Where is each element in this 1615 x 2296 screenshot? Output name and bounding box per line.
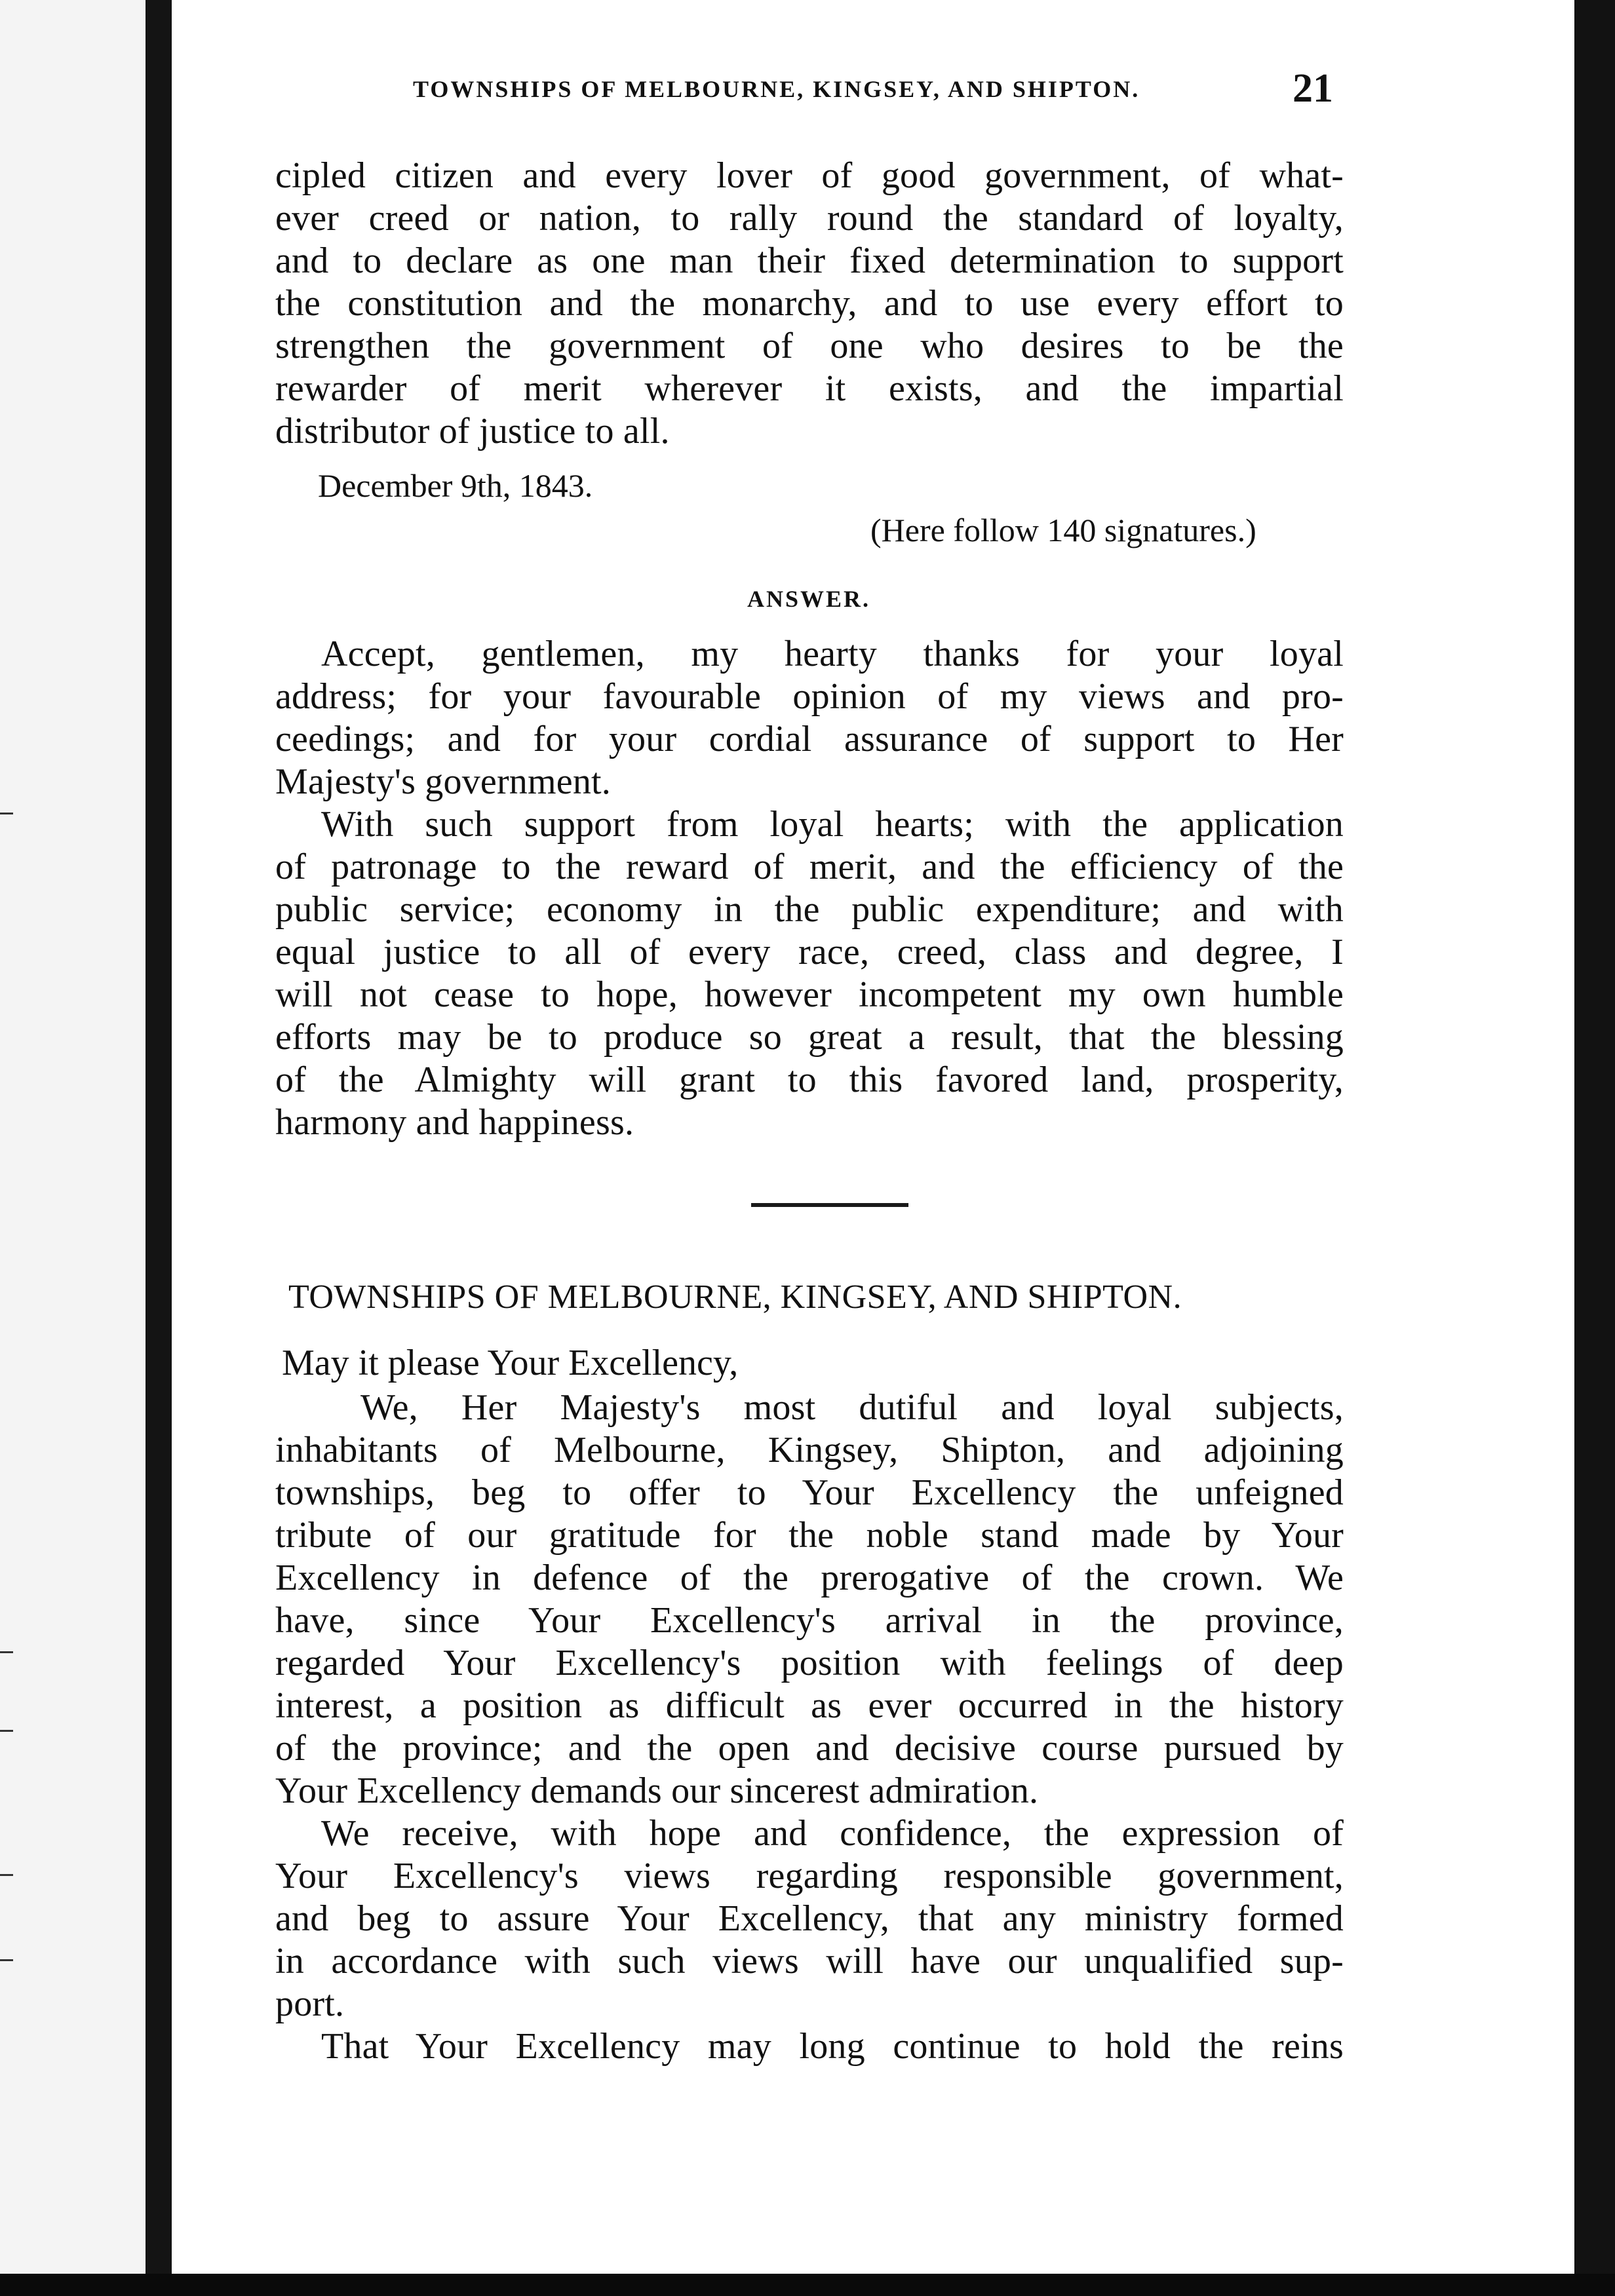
second-address-paragraph-1 — [275, 1387, 1344, 1812]
text-line: harmony and happiness. — [275, 1102, 634, 1143]
text-line: the constitution and the monarchy, and to use every effort to — [275, 283, 1344, 324]
text-line: of the Almighty will grant to this favored land, prosperity, — [275, 1060, 1344, 1100]
text-line: We, Her Majesty's most dutiful and loyal subjects, — [360, 1387, 1344, 1428]
section-heading: TOWNSHIPS OF MELBOURNE, KINGSEY, AND SHIPTON. — [288, 1278, 1182, 1316]
text-line: equal justice to all of every race, creed, class and degree, I — [275, 932, 1344, 972]
facing-page-mark — [0, 813, 13, 814]
running-header: TOWNSHIPS OF MELBOURNE, KINGSEY, AND SHIPTON. — [413, 76, 1140, 102]
text-line: cipled citizen and every lover of good government, of what- — [275, 155, 1344, 196]
text-line: of the province; and the open and decisive course pursued by — [275, 1728, 1344, 1769]
text-line: rewarder of merit wherever it exists, and the impartial — [275, 368, 1344, 409]
signatures-note: (Here follow 140 signatures.) — [870, 512, 1256, 548]
text-line: tribute of our gratitude for the noble stand made by Your — [275, 1515, 1344, 1556]
text-line: inhabitants of Melbourne, Kingsey, Shipton, and adjoining — [275, 1430, 1344, 1470]
facing-page-mark — [0, 1959, 13, 1961]
facing-page-mark — [0, 1651, 13, 1653]
answer-paragraph-2 — [275, 803, 1344, 1144]
text-line: Your Excellency demands our sincerest admiration. — [275, 1770, 1039, 1811]
text-line: That Your Excellency may long continue to hold the reins — [321, 2026, 1344, 2067]
text-line: Accept, gentlemen, my hearty thanks for your loyal — [321, 634, 1344, 674]
answer-heading: ANSWER. — [747, 586, 871, 612]
text-line: ever creed or nation, to rally round the standard of loyalty, — [275, 198, 1344, 239]
book-spine — [146, 0, 172, 2296]
text-line: ceedings; and for your cordial assurance of support to Her — [275, 719, 1344, 759]
salutation: May it please Your Excellency, — [282, 1343, 739, 1383]
text-line: strengthen the government of one who desires to be the — [275, 326, 1344, 366]
text-line: will not cease to hope, however incompetent my own humble — [275, 974, 1344, 1015]
page-bottom-edge — [0, 2274, 1615, 2296]
text-line: port. — [275, 1983, 345, 2024]
address-date: December 9th, 1843. — [318, 467, 593, 504]
text-line: in accordance with such views will have our unqualified sup- — [275, 1941, 1344, 1981]
text-line: distributor of justice to all. — [275, 411, 670, 451]
text-line: and to declare as one man their fixed determination to support — [275, 240, 1344, 281]
facing-page-mark — [0, 1730, 13, 1732]
text-line: With such support from loyal hearts; with the application — [321, 804, 1344, 845]
second-address-paragraph-3 — [275, 2025, 1344, 2068]
answer-paragraph-1 — [275, 633, 1344, 803]
text-line: regarded Your Excellency's position with feelings of deep — [275, 1643, 1344, 1683]
text-line: of patronage to the reward of merit, and the efficiency of the — [275, 847, 1344, 887]
text-line: efforts may be to produce so great a result, that the blessing — [275, 1017, 1344, 1058]
text-line: interest, a position as difficult as ever occurred in the history — [275, 1685, 1344, 1726]
text-line: have, since Your Excellency's arrival in the province, — [275, 1600, 1344, 1641]
second-address-paragraph-2 — [275, 1812, 1344, 2025]
text-line: Excellency in defence of the prerogative of the crown. We — [275, 1558, 1344, 1598]
text-line: We receive, with hope and confidence, the expression of — [321, 1813, 1344, 1854]
facing-page-edge — [0, 0, 146, 2296]
text-line: Majesty's government. — [275, 761, 611, 802]
text-line: and beg to assure Your Excellency, that any ministry formed — [275, 1898, 1344, 1939]
address-conclusion — [275, 155, 1344, 453]
text-line: public service; economy in the public expenditure; and with — [275, 889, 1344, 930]
facing-page-mark — [0, 1874, 13, 1876]
text-line: townships, beg to offer to Your Excellency the unfeigned — [275, 1472, 1344, 1513]
text-line: Your Excellency's views regarding responsible government, — [275, 1856, 1344, 1896]
section-divider — [751, 1203, 908, 1207]
text-line: address; for your favourable opinion of my views and pro- — [275, 676, 1344, 717]
page-right-edge — [1574, 0, 1615, 2296]
page-number: 21 — [1293, 66, 1333, 111]
